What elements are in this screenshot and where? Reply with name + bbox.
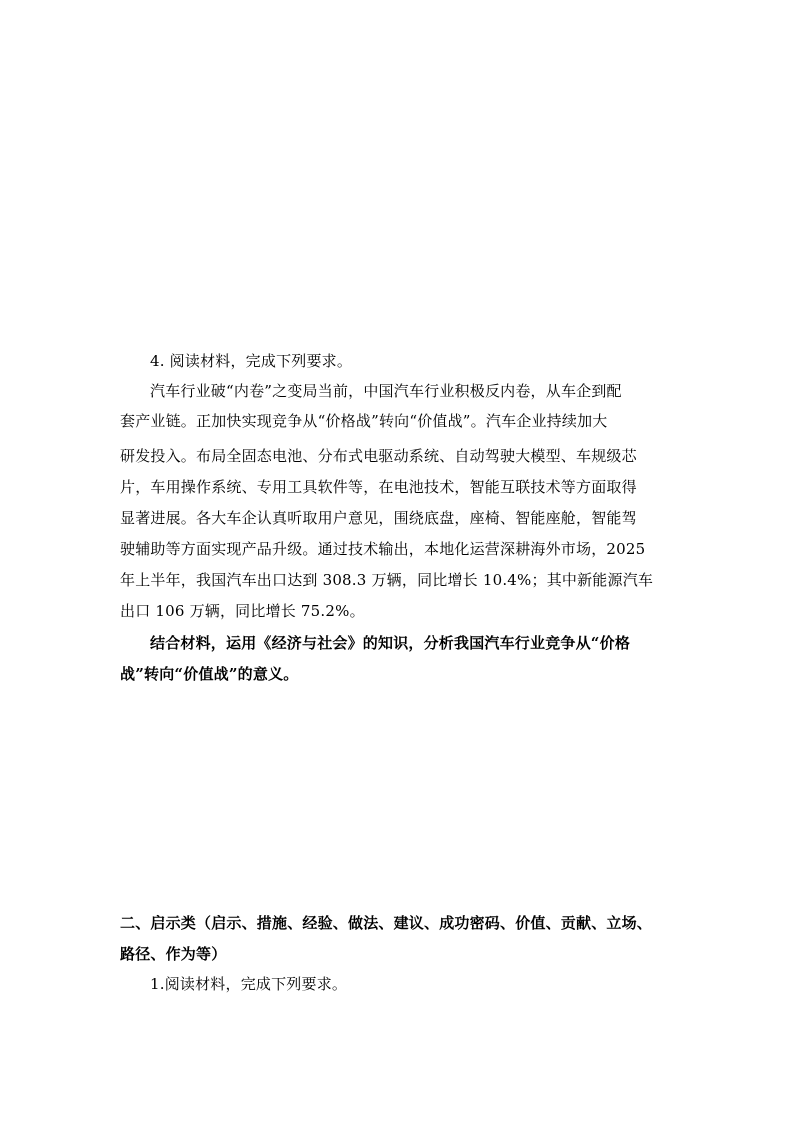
material-line: 年上半年，我国汽车出口达到 308.3 万辆，同比增长 10.4%；其中新能源汽车 [120,571,654,589]
task-line: 战”转向“价值战”的意义。 [120,665,299,683]
material-line: 汽车行业破“内卷”之变局当前，中国汽车行业积极反内卷，从车企到配 [150,382,622,400]
question-4-prompt: 4. 阅读材料，完成下列要求。 [150,352,353,370]
task-line: 结合材料，运用《经济与社会》的知识，分析我国汽车行业竞争从“价格 [150,634,631,652]
material-line: 显著进展。各大车企认真听取用户意见，围绕底盘，座椅、智能座舱，智能驾 [120,509,637,527]
material-line: 套产业链。正加快实现竞争从“价格战”转向“价值战”。汽车企业持续加大 [120,412,608,430]
section-2-question-1-prompt: 1.阅读材料，完成下列要求。 [150,975,348,993]
material-line: 片，车用操作系统、专用工具软件等，在电池技术，智能互联技术等方面取得 [120,478,637,496]
material-line: 出口 106 万辆，同比增长 75.2%。 [120,602,365,620]
material-line: 驶辅助等方面实现产品升级。通过技术输出，本地化运营深耕海外市场，2025 [120,540,646,558]
section-heading-line: 路径、作为等） [120,945,227,963]
section-heading-line: 二、启示类（启示、措施、经验、做法、建议、成功密码、价值、贡献、立场、 [120,914,653,932]
material-line: 研发投入。布局全固态电池、分布式电驱动系统、自动驾驶大模型、车规级芯 [120,447,637,465]
